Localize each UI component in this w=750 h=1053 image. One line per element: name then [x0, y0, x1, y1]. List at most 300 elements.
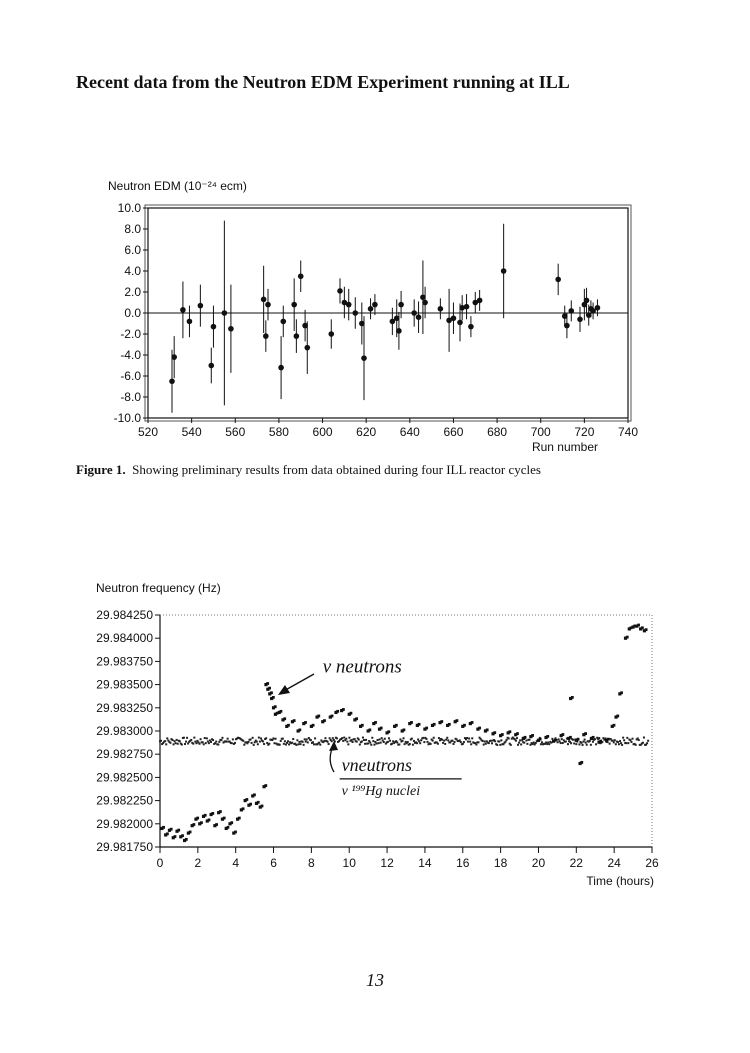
edm-x-tick-label: 660 — [443, 425, 464, 439]
ratio-data-point — [186, 737, 188, 739]
neutron-annotation-symbol: ν — [322, 656, 332, 678]
freq-x-axis-label: Time (hours) — [586, 874, 654, 888]
neutron-data-point — [471, 721, 474, 724]
neutron-data-point — [607, 738, 610, 741]
ratio-data-point — [282, 738, 284, 740]
ratio-data-point — [202, 741, 204, 743]
ratio-data-point — [565, 741, 567, 743]
edm-data-point — [411, 310, 417, 316]
ratio-data-point — [558, 738, 560, 740]
ratio-data-point — [446, 737, 448, 739]
neutron-data-point — [546, 735, 549, 738]
edm-data-point — [291, 302, 297, 308]
ratio-data-point — [615, 743, 617, 745]
ratio-data-point — [205, 742, 207, 744]
ratio-data-point — [585, 742, 587, 744]
neutron-data-point — [501, 733, 504, 736]
ratio-data-point — [284, 740, 286, 742]
neutron-data-point — [270, 691, 273, 694]
ratio-data-point — [445, 739, 447, 741]
neutron-data-point — [599, 740, 602, 743]
neutron-data-point — [486, 728, 489, 731]
neutron-data-point — [516, 732, 519, 735]
ratio-data-point — [383, 741, 385, 743]
ratio-data-point — [469, 741, 471, 743]
neutron-data-point — [433, 723, 436, 726]
edm-data-point — [169, 378, 175, 384]
edm-data-point — [180, 307, 186, 313]
edm-data-point — [346, 302, 352, 308]
ratio-data-point — [451, 740, 453, 742]
neutron-annotation — [323, 657, 402, 678]
edm-x-tick-label: 700 — [530, 425, 551, 439]
ratio-data-point — [475, 744, 477, 746]
edm-data-point — [304, 345, 310, 351]
freq-x-tick-label: 14 — [418, 856, 432, 870]
edm-data-point — [416, 314, 422, 320]
neutron-data-point — [374, 721, 377, 724]
ratio-data-point — [647, 740, 649, 742]
neutron-data-point — [230, 821, 233, 824]
ratio-data-point — [399, 738, 401, 740]
ratio-data-point — [462, 743, 464, 745]
edm-y-tick-label: 6.0 — [124, 243, 141, 257]
ratio-data-point — [418, 740, 420, 742]
ratio-data-point — [452, 743, 454, 745]
neutron-data-point — [493, 731, 496, 734]
ratio-data-point — [413, 740, 415, 742]
ratio-data-point — [557, 741, 559, 743]
ratio-data-point — [412, 744, 414, 746]
edm-data-point — [555, 277, 561, 283]
freq-x-tick-label: 18 — [493, 856, 508, 870]
ratio-data-point — [268, 743, 270, 745]
ratio-data-point — [505, 741, 507, 743]
ratio-data-point — [217, 744, 219, 746]
ratio-data-point — [528, 739, 530, 741]
ratio-data-point — [592, 741, 594, 743]
edm-y-tick-label: 2.0 — [124, 285, 141, 299]
neutron-data-point — [645, 628, 648, 631]
ratio-data-point — [391, 743, 393, 745]
neutron-data-point — [287, 724, 290, 727]
ratio-data-point — [327, 741, 329, 743]
ratio-data-point — [352, 741, 354, 743]
ratio-data-point — [409, 743, 411, 745]
edm-y-axis-label: Neutron EDM (10⁻²⁴ ecm) — [108, 179, 247, 193]
ratio-data-point — [535, 742, 537, 744]
edm-data-point — [468, 324, 474, 330]
ratio-data-point — [417, 738, 419, 740]
neutron-data-point — [219, 810, 222, 813]
figure-caption-text: Showing preliminary results from data obtained during four ILL reactor cycles — [132, 462, 541, 477]
ratio-data-point — [508, 737, 510, 739]
neutron-data-point — [189, 831, 192, 834]
neutron-data-point — [569, 736, 572, 739]
edm-x-tick-label: 540 — [181, 425, 202, 439]
ratio-data-point — [310, 739, 312, 741]
neutron-data-point — [238, 817, 241, 820]
ratio-data-point — [319, 744, 321, 746]
ratio-data-point — [195, 742, 197, 744]
edm-x-tick-label: 600 — [312, 425, 333, 439]
edm-data-point — [261, 297, 267, 303]
neutron-data-point — [283, 717, 286, 720]
edm-data-point — [595, 305, 601, 311]
figure-caption — [76, 462, 541, 478]
ratio-data-point — [619, 740, 621, 742]
neutron-data-point — [620, 691, 623, 694]
ratio-data-point — [401, 740, 403, 742]
ratio-data-point — [416, 742, 418, 744]
ratio-data-point — [442, 742, 444, 744]
freq-y-tick-label: 29.982000 — [96, 816, 153, 831]
ratio-data-point — [488, 742, 490, 744]
ratio-data-point — [612, 740, 614, 742]
ratio-data-point — [516, 737, 518, 739]
ratio-data-point — [303, 744, 305, 746]
freq-y-axis-label: Neutron frequency (Hz) — [96, 581, 221, 595]
neutron-data-point — [571, 696, 574, 699]
ratio-data-point — [226, 741, 228, 743]
ratio-data-point — [314, 737, 316, 739]
edm-x-tick-label: 520 — [137, 425, 159, 439]
neutron-data-point — [170, 828, 173, 831]
ratio-data-point — [635, 744, 637, 746]
ratio-data-point — [533, 742, 535, 744]
ratio-data-point — [630, 741, 632, 743]
edm-data-point — [457, 320, 463, 326]
ratio-data-point — [288, 743, 290, 745]
edm-x-tick-label: 680 — [487, 425, 508, 439]
ratio-data-point — [283, 743, 285, 745]
ratio-data-point — [518, 742, 520, 744]
freq-y-tick-label: 29.983750 — [96, 654, 153, 669]
ratio-data-point — [262, 740, 264, 742]
edm-data-point — [222, 310, 228, 316]
ratio-data-point — [595, 743, 597, 745]
neutron-data-point — [280, 710, 283, 713]
ratio-data-point — [329, 737, 331, 739]
ratio-data-point — [482, 740, 484, 742]
ratio-data-point — [297, 743, 299, 745]
neutron-data-point — [580, 761, 583, 764]
neutron-annotation-word: neutrons — [331, 656, 402, 678]
ratio-data-point — [567, 743, 569, 745]
edm-x-tick-label: 740 — [617, 425, 639, 439]
neutron-data-point — [234, 831, 237, 834]
ratio-data-point — [525, 739, 527, 741]
ratio-data-point — [441, 739, 443, 741]
ratio-data-point — [375, 743, 377, 745]
ratio-data-point — [166, 737, 168, 739]
ratio-data-point — [483, 744, 485, 746]
neutron-data-point — [245, 798, 248, 801]
neutron-data-point — [592, 736, 595, 739]
ratio-data-point — [562, 742, 564, 744]
neutron-data-point — [355, 717, 358, 720]
ratio-data-point — [359, 744, 361, 746]
ratio-data-point — [618, 743, 620, 745]
ratio-data-point — [291, 742, 293, 744]
ratio-data-point — [365, 739, 367, 741]
ratio-data-point — [443, 740, 445, 742]
ratio-data-point — [362, 737, 364, 739]
ratio-data-point — [437, 743, 439, 745]
ratio-data-point — [369, 742, 371, 744]
ratio-data-point — [494, 740, 496, 742]
ratio-data-point — [396, 741, 398, 743]
ratio-data-point — [193, 737, 195, 739]
ratio-data-point — [304, 738, 306, 740]
neutron-data-point — [200, 821, 203, 824]
ratio-data-point — [632, 738, 634, 740]
ratio-data-point — [572, 739, 574, 741]
ratio-data-point — [354, 738, 356, 740]
ratio-data-point — [540, 743, 542, 745]
ratio-data-point — [642, 742, 644, 744]
neutron-data-point — [264, 784, 267, 787]
edm-data-point — [501, 268, 507, 274]
ratio-data-point — [302, 741, 304, 743]
ratio-data-point — [622, 737, 624, 739]
neutron-data-point — [577, 738, 580, 741]
ratio-data-point — [250, 738, 252, 740]
edm-data-point — [577, 317, 583, 323]
neutron-data-point — [584, 732, 587, 735]
ratio-data-point — [206, 737, 208, 739]
ratio-data-point — [181, 744, 183, 746]
edm-y-tick-label: -10.0 — [113, 411, 141, 425]
ratio-data-point — [420, 739, 422, 741]
freq-x-tick-label: 26 — [645, 856, 659, 870]
edm-data-point — [584, 298, 590, 304]
ratio-data-point — [454, 741, 456, 743]
freq-x-tick-label: 16 — [456, 856, 470, 870]
ratio-data-point — [313, 743, 315, 745]
ratio-data-point — [541, 741, 543, 743]
ratio-data-point — [496, 744, 498, 746]
edm-data-point — [438, 306, 444, 312]
edm-data-point — [198, 303, 204, 309]
ratio-data-point — [358, 739, 360, 741]
ratio-data-point — [169, 742, 171, 744]
edm-y-tick-label: 4.0 — [124, 264, 141, 278]
ratio-data-point — [387, 741, 389, 743]
neutron-data-point — [211, 812, 214, 815]
edm-data-point — [477, 298, 483, 304]
neutron-data-point — [268, 687, 271, 690]
ratio-data-point — [305, 741, 307, 743]
freq-x-tick-label: 8 — [308, 856, 315, 870]
ratio-data-point — [345, 738, 347, 740]
ratio-data-point — [220, 739, 222, 741]
freq-y-tick-label: 29.983500 — [96, 677, 153, 692]
freq-y-tick-label: 29.982250 — [96, 793, 153, 808]
neutron-data-point — [418, 723, 421, 726]
ratio-data-point — [583, 741, 585, 743]
ratio-data-point — [526, 743, 528, 745]
neutron-data-point — [323, 719, 326, 722]
ratio-data-point — [466, 737, 468, 739]
neutron-data-point — [395, 724, 398, 727]
ratio-data-point — [227, 738, 229, 740]
neutron-data-point — [410, 721, 413, 724]
neutron-data-point — [561, 733, 564, 736]
ratio-data-point — [347, 743, 349, 745]
ratio-data-point — [381, 737, 383, 739]
edm-data-point — [263, 333, 269, 339]
ratio-data-point — [203, 743, 205, 745]
ratio-data-point — [389, 740, 391, 742]
edm-y-tick-label: 0.0 — [124, 306, 141, 320]
ratio-data-point — [627, 742, 629, 744]
freq-y-tick-label: 29.984000 — [96, 631, 153, 646]
edm-y-tick-label: -2.0 — [120, 327, 141, 341]
ratio-data-point — [444, 743, 446, 745]
ratio-data-point — [221, 737, 223, 739]
ratio-data-point — [477, 741, 479, 743]
ratio-data-point — [356, 741, 358, 743]
edm-data-point — [564, 323, 570, 329]
freq-y-tick-label: 29.982500 — [96, 770, 153, 785]
neutron-data-point — [266, 682, 269, 685]
neutron-data-point — [261, 805, 264, 808]
ratio-data-point — [242, 740, 244, 742]
edm-data-point — [278, 365, 284, 371]
neutron-data-point — [425, 727, 428, 730]
neutron-data-point — [166, 832, 169, 835]
ratio-data-point — [638, 739, 640, 741]
edm-data-point — [298, 273, 304, 279]
edm-y-tick-label: -6.0 — [120, 369, 141, 383]
ratio-data-point — [589, 740, 591, 742]
edm-data-point — [361, 355, 367, 361]
ratio-data-point — [351, 739, 353, 741]
ratio-data-point — [467, 741, 469, 743]
ratio-data-point — [586, 744, 588, 746]
ratio-data-point — [323, 740, 325, 742]
ratio-data-point — [292, 738, 294, 740]
ratio-data-point — [247, 741, 249, 743]
ratio-data-point — [379, 738, 381, 740]
ratio-data-point — [490, 740, 492, 742]
ratio-annotation-numerator: νneutrons — [341, 754, 412, 775]
neutron-data-point — [456, 719, 459, 722]
figure-caption-label: Figure 1. — [76, 462, 126, 477]
ratio-data-point — [174, 740, 176, 742]
neutron-data-point — [249, 803, 252, 806]
ratio-data-point — [646, 742, 648, 744]
ratio-data-point — [625, 742, 627, 744]
edm-data-point — [372, 302, 378, 308]
ratio-data-point — [581, 742, 583, 744]
ratio-data-point — [584, 739, 586, 741]
edm-data-point — [398, 302, 404, 308]
ratio-data-point — [218, 741, 220, 743]
neutron-data-point — [204, 814, 207, 817]
ratio-data-point — [578, 743, 580, 745]
ratio-data-point — [377, 739, 379, 741]
ratio-data-point — [295, 744, 297, 746]
edm-y-tick-label: 10.0 — [117, 201, 141, 215]
ratio-data-point — [192, 743, 194, 745]
neutron-data-point — [463, 724, 466, 727]
ratio-data-point — [257, 743, 259, 745]
edm-data-point — [294, 333, 300, 339]
edm-x-tick-label: 640 — [399, 425, 420, 439]
ratio-data-point — [312, 741, 314, 743]
ratio-data-point — [380, 742, 382, 744]
ratio-data-point — [287, 740, 289, 742]
ratio-data-point — [384, 738, 386, 740]
ratio-data-point — [324, 737, 326, 739]
ratio-data-point — [253, 744, 255, 746]
ratio-data-point — [259, 741, 261, 743]
neutron-data-point — [331, 715, 334, 718]
ratio-data-point — [398, 743, 400, 745]
neutron-data-point — [227, 826, 230, 829]
neutron-data-point — [637, 624, 640, 627]
neutron-data-point — [626, 636, 629, 639]
edm-x-tick-label: 620 — [356, 425, 377, 439]
ratio-data-point — [200, 738, 202, 740]
neutron-data-point — [387, 730, 390, 733]
edm-y-tick-label: 8.0 — [124, 222, 141, 236]
ratio-data-point — [187, 743, 189, 745]
ratio-data-point — [204, 737, 206, 739]
ratio-data-point — [348, 737, 350, 739]
ratio-data-point — [260, 737, 262, 739]
ratio-data-point — [491, 742, 493, 744]
ratio-data-point — [500, 739, 502, 741]
freq-x-tick-label: 22 — [569, 856, 583, 870]
edm-data-point — [187, 319, 193, 325]
neutron-data-point — [304, 721, 307, 724]
freq-y-tick-label: 29.984250 — [96, 608, 153, 622]
ratio-data-point — [341, 737, 343, 739]
edm-x-axis-label: Run number — [531, 440, 598, 454]
ratio-data-point — [621, 744, 623, 746]
ratio-data-point — [251, 742, 253, 744]
ratio-data-point — [422, 737, 424, 739]
ratio-data-point — [367, 742, 369, 744]
ratio-data-point — [160, 740, 162, 742]
ratio-data-point — [318, 742, 320, 744]
edm-data-point — [568, 308, 574, 314]
ratio-data-point — [430, 743, 432, 745]
ratio-data-point — [498, 741, 500, 743]
ratio-data-point — [447, 739, 449, 741]
ratio-data-point — [523, 742, 525, 744]
edm-data-point — [328, 331, 334, 337]
ratio-data-point — [263, 743, 265, 745]
ratio-data-point — [609, 743, 611, 745]
ratio-data-point — [520, 743, 522, 745]
neutron-data-point — [181, 834, 184, 837]
neutron-annotation-arrowhead — [278, 685, 290, 695]
ratio-data-point — [207, 740, 209, 742]
ratio-annotation-arrowhead — [329, 741, 338, 751]
neutron-data-point — [448, 723, 451, 726]
neutron-data-point — [539, 738, 542, 741]
ratio-data-point — [515, 740, 517, 742]
neutron-data-point — [613, 724, 616, 727]
edm-data-point — [464, 304, 470, 310]
neutron-data-point — [478, 727, 481, 730]
ratio-data-point — [392, 740, 394, 742]
page-number: 13 — [366, 970, 384, 990]
